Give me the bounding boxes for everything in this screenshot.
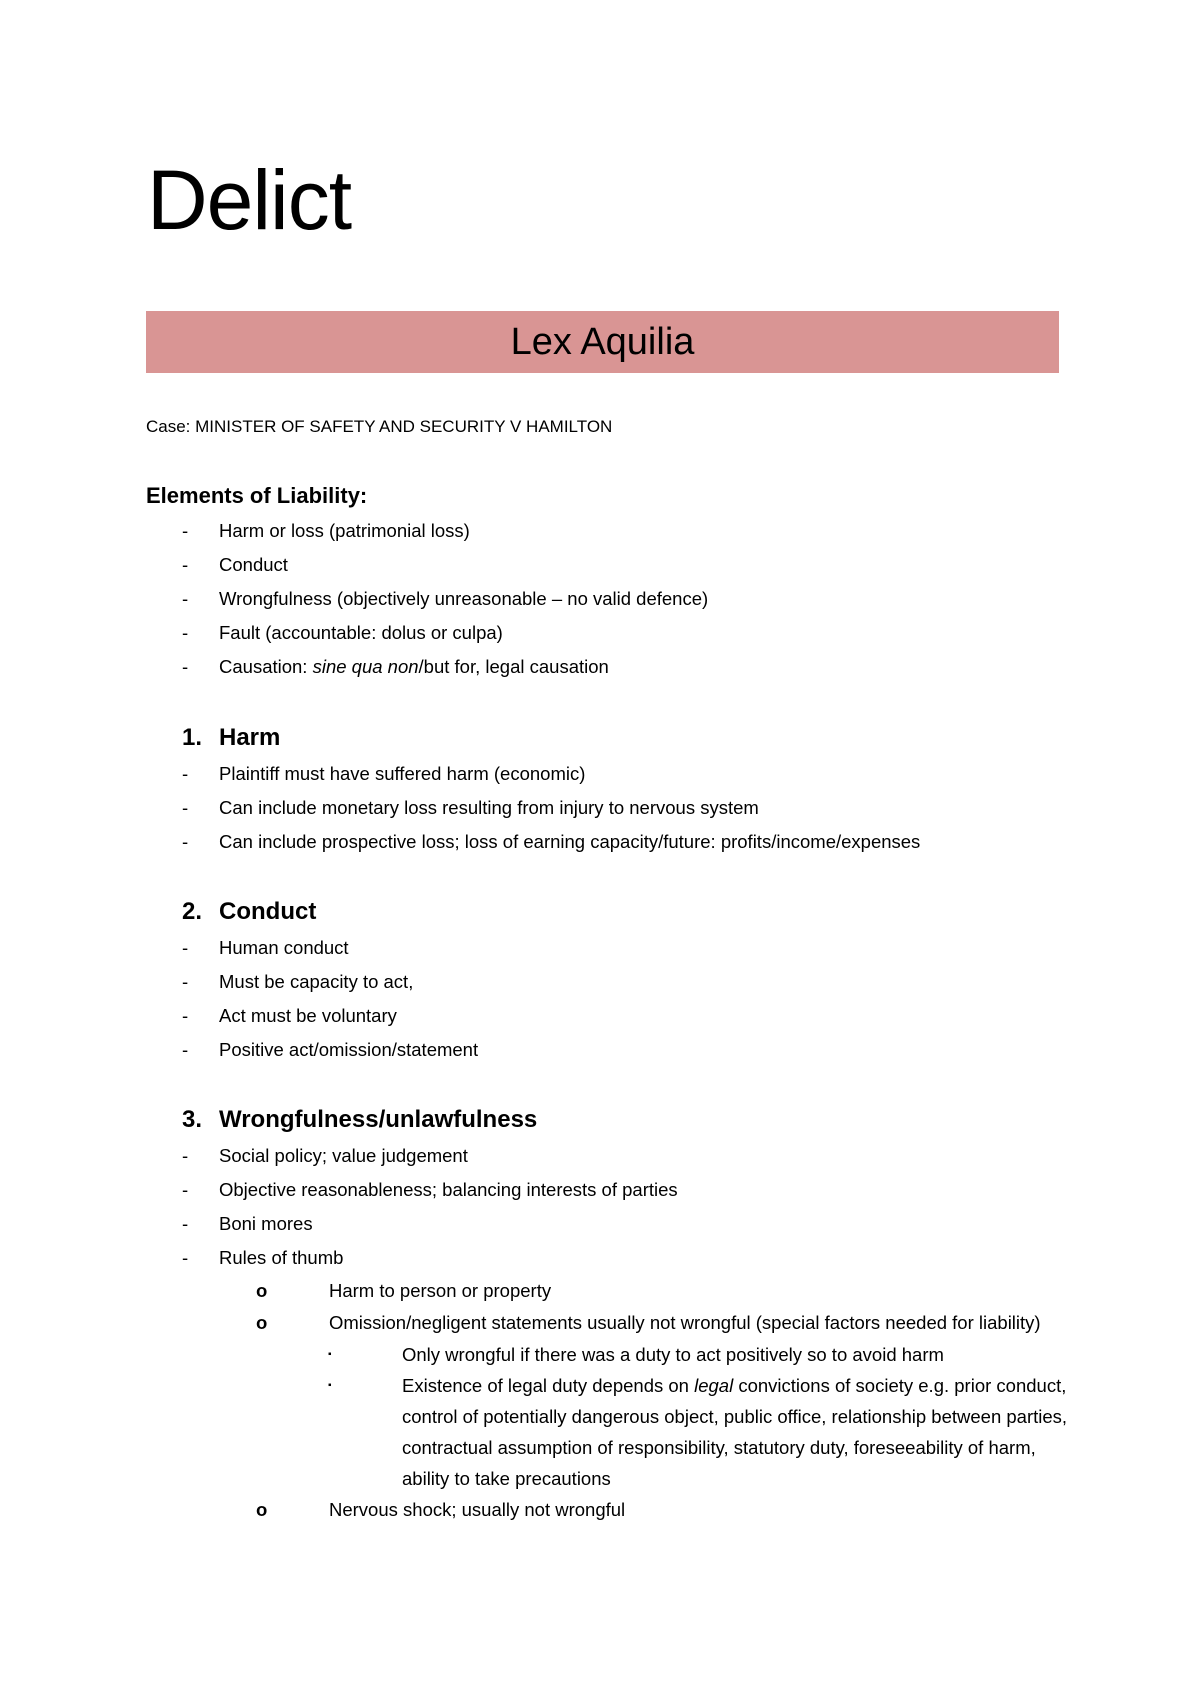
circle-bullet: o xyxy=(256,1280,268,1301)
harm-heading xyxy=(146,719,920,757)
harm-section xyxy=(146,719,920,859)
list-item xyxy=(146,514,708,548)
list-item xyxy=(146,582,708,616)
section-number: 3. xyxy=(182,1106,203,1133)
dash-bullet: - xyxy=(182,831,189,852)
duty-prefix: Existence of legal duty depends on xyxy=(402,1375,695,1396)
case-line: Case: MINISTER OF SAFETY AND SECURITY V HAMILTON xyxy=(146,417,613,436)
elements-list xyxy=(146,514,708,684)
list-item xyxy=(146,825,920,859)
list-item-text: Boni mores xyxy=(219,1213,313,1234)
list-item-text: Can include prospective loss; loss of earning capacity/future: profits/income/expenses xyxy=(219,831,921,852)
duty-suffix: convictions of society e.g. prior conduct, control of potentially dangerous object, public office, relationship between parties, contractual assumption of responsibility, statutory duty, foreseeability of harm, ability to take precautions xyxy=(402,1375,1068,1489)
list-item xyxy=(146,999,478,1033)
list-item xyxy=(146,1241,1082,1275)
list-item xyxy=(146,616,708,650)
list-item xyxy=(146,965,478,999)
section-heading-text: Wrongfulness/unlawfulness xyxy=(219,1106,538,1133)
list-item-text: Act must be voluntary xyxy=(219,1005,397,1026)
causation-suffix: /but for, legal causation xyxy=(418,656,609,677)
section-banner: Lex Aquilia xyxy=(146,311,1059,373)
wrongfulness-heading xyxy=(146,1101,1082,1139)
dash-bullet: - xyxy=(182,588,189,609)
list-item xyxy=(146,1033,478,1067)
dash-bullet: - xyxy=(182,1213,189,1234)
conduct-list xyxy=(146,931,478,1067)
dash-bullet: - xyxy=(182,763,189,784)
list-item xyxy=(146,757,920,791)
dash-bullet: - xyxy=(182,554,189,575)
causation-italic: sine qua non xyxy=(312,656,419,677)
list-item-text xyxy=(219,650,609,684)
list-item-text: Wrongfulness (objectively unreasonable – no valid defence) xyxy=(219,588,709,609)
list-item-text: Social policy; value judgement xyxy=(219,1145,468,1166)
wrongfulness-section xyxy=(146,1101,1082,1526)
square-bullet: ▪ xyxy=(328,1380,332,1391)
list-item-text: Conduct xyxy=(219,554,288,575)
list-item-text xyxy=(402,1370,1082,1494)
dash-bullet: - xyxy=(182,1145,189,1166)
list-item xyxy=(146,1139,1082,1173)
list-item xyxy=(146,931,478,965)
list-item-text: Human conduct xyxy=(219,937,349,958)
elements-section xyxy=(146,478,708,684)
list-item-text: Objective reasonableness; balancing interests of parties xyxy=(219,1179,678,1200)
list-item xyxy=(146,1173,1082,1207)
list-item-text: Omission/negligent statements usually not wrongful (special factors needed for liability) xyxy=(329,1312,1041,1333)
conduct-heading xyxy=(146,893,478,931)
elements-heading: Elements of Liability: xyxy=(146,483,368,508)
list-item xyxy=(146,1494,1082,1526)
list-item-text: Nervous shock; usually not wrongful xyxy=(329,1499,626,1520)
causation-prefix: Causation: xyxy=(219,656,313,677)
section-heading-text: Harm xyxy=(219,724,281,751)
list-item-text: Can include monetary loss resulting from injury to nervous system xyxy=(219,797,759,818)
dash-bullet: - xyxy=(182,1247,189,1268)
section-number: 2. xyxy=(182,898,203,925)
list-item xyxy=(146,1339,1082,1370)
list-item xyxy=(146,1370,1082,1494)
list-item-text: Harm to person or property xyxy=(329,1280,552,1301)
section-heading-text: Conduct xyxy=(219,898,317,925)
list-item xyxy=(146,548,708,582)
list-item-text: Must be capacity to act, xyxy=(219,971,414,992)
dash-bullet: - xyxy=(182,1005,189,1026)
list-item xyxy=(146,1207,1082,1241)
list-item-text: Plaintiff must have suffered harm (economic) xyxy=(219,763,586,784)
rules-of-thumb-list xyxy=(146,1275,1082,1339)
dash-bullet: - xyxy=(182,622,189,643)
dash-bullet: - xyxy=(182,656,189,677)
dash-bullet: - xyxy=(182,937,189,958)
list-item-text: Harm or loss (patrimonial loss) xyxy=(219,520,470,541)
list-item-text: Only wrongful if there was a duty to act positively so to avoid harm xyxy=(402,1344,944,1365)
section-number: 1. xyxy=(182,724,203,751)
harm-list xyxy=(146,757,920,859)
circle-bullet: o xyxy=(256,1312,268,1333)
duty-italic: legal xyxy=(694,1375,734,1396)
list-item xyxy=(146,1275,1082,1307)
duty-list xyxy=(146,1339,1082,1494)
dash-bullet: - xyxy=(182,1179,189,1200)
list-item xyxy=(146,791,920,825)
conduct-section xyxy=(146,893,478,1067)
circle-bullet: o xyxy=(256,1499,268,1520)
dash-bullet: - xyxy=(182,520,189,541)
list-item xyxy=(146,1307,1082,1339)
list-item xyxy=(146,650,708,684)
dash-bullet: - xyxy=(182,797,189,818)
list-item-text: Fault (accountable: dolus or culpa) xyxy=(219,622,503,643)
list-item-text: Positive act/omission/statement xyxy=(219,1039,479,1060)
dash-bullet: - xyxy=(182,971,189,992)
dash-bullet: - xyxy=(182,1039,189,1060)
list-item-text: Rules of thumb xyxy=(219,1247,344,1268)
wrongfulness-list xyxy=(146,1139,1082,1275)
rules-of-thumb-list-continued xyxy=(146,1494,1082,1526)
square-bullet: ▪ xyxy=(328,1349,332,1360)
document-title: Delict xyxy=(147,153,352,247)
